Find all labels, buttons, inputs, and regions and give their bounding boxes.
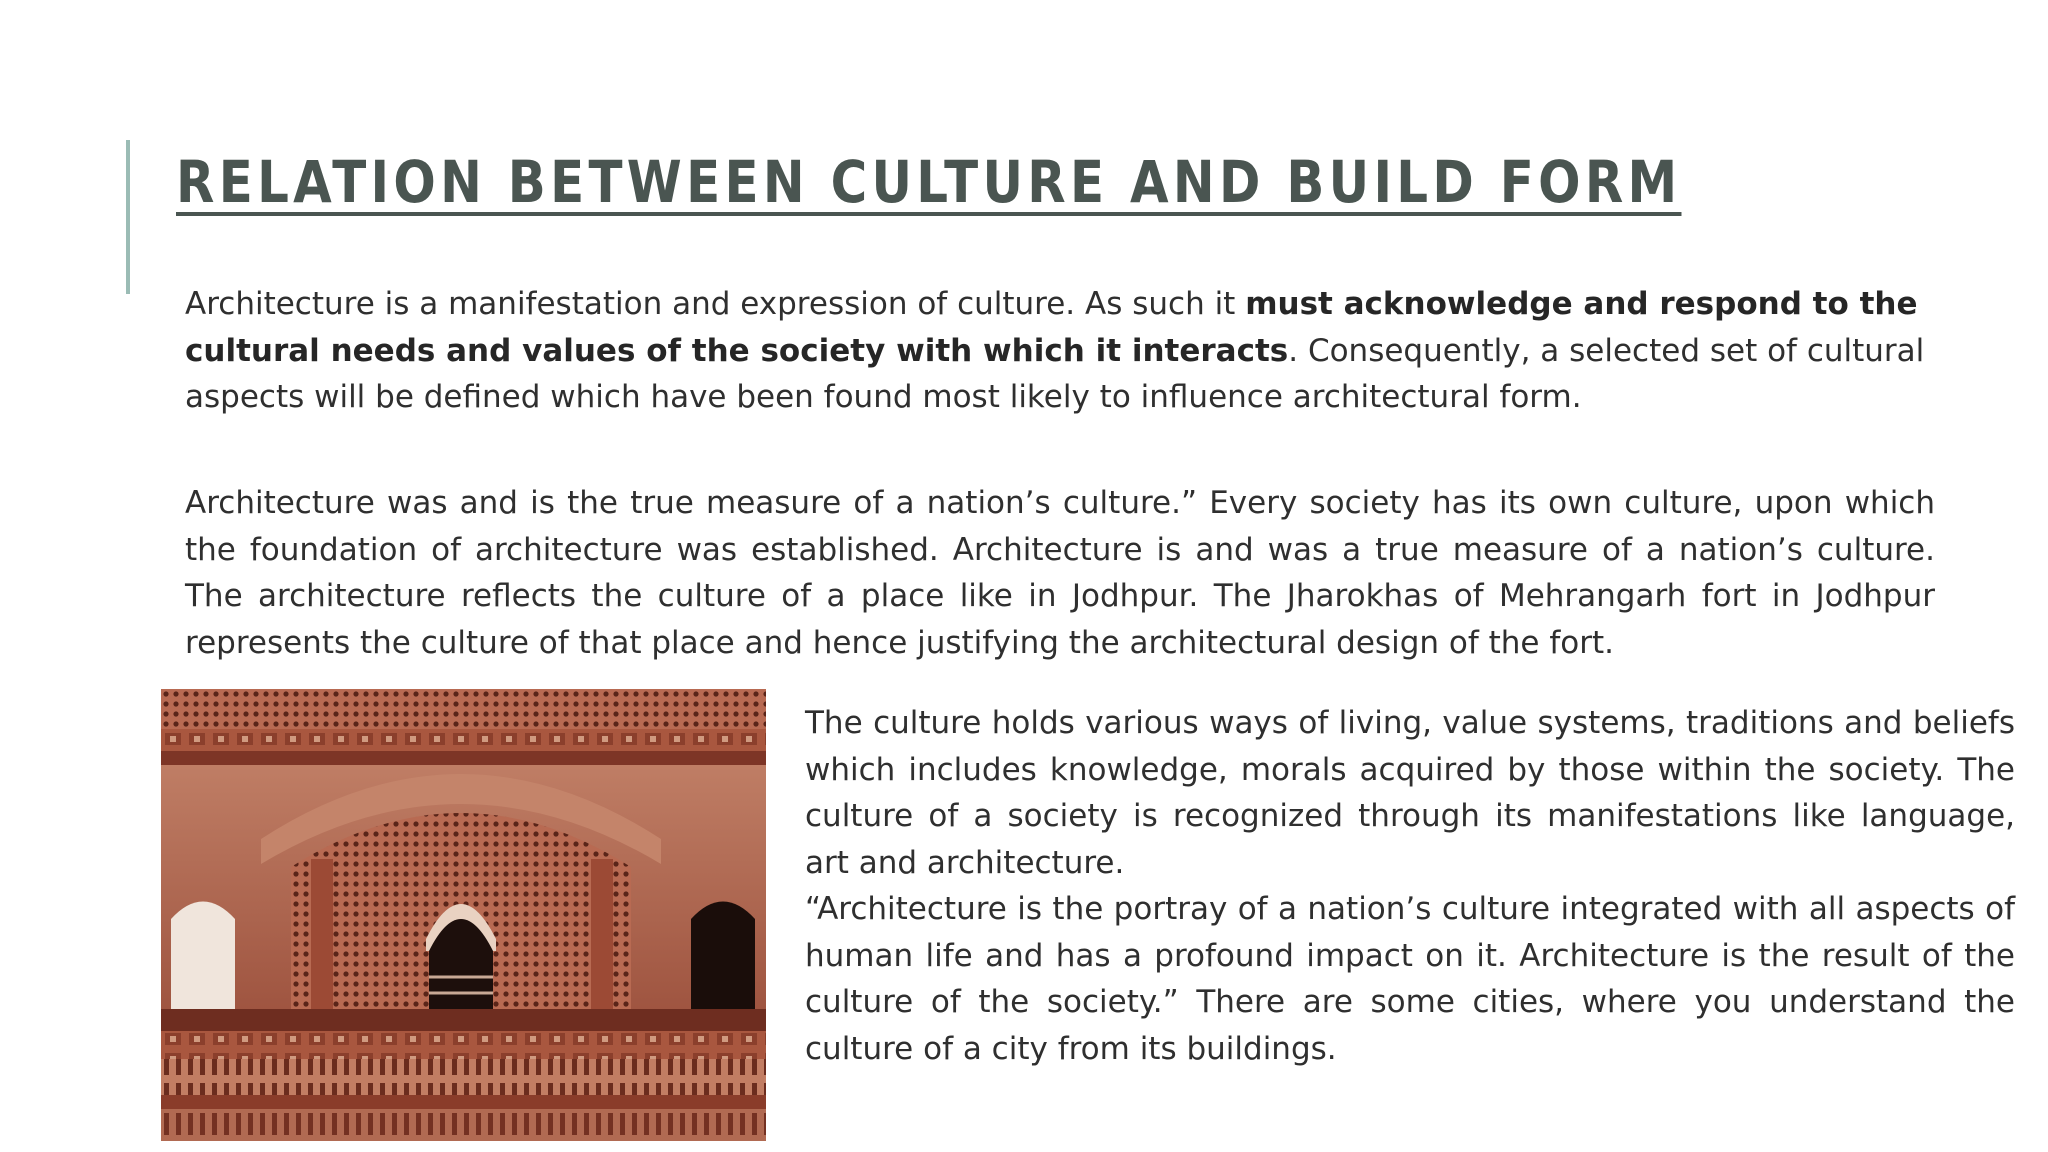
- accent-bar: [126, 140, 130, 294]
- paragraph-jodhpur: Architecture was and is the true measure of a nation’s culture.” Every society has its own culture, upon which the foundation of architecture was established. Architecture is and was a true measure of a nation’s culture. The architecture reflects the culture of a place like in Jodhpur. The Jharokhas of Mehrangarh fort in Jodhpur represents the culture of that place and hence justifying the architectural design of the fort.: [185, 485, 1935, 661]
- slide-title: RELATION BETWEEN CULTURE AND BUILD FORM: [176, 148, 1682, 216]
- intro-emphasis: must acknowledge and respond to the cultural needs and values of the society with which it interacts: [185, 286, 1918, 369]
- jharokha-photo: [161, 689, 766, 1141]
- paragraph-quote-text: “Architecture is the portray of a nation’s culture integrated with all aspects of human life and has a profound impact on it. Architecture is the result of the culture of the society.” There are some cities, where you understand the culture of a city from its buildings.: [805, 891, 2015, 1067]
- intro-lead: Architecture is a manifestation and expression of culture. As such it: [185, 286, 1246, 322]
- paragraph-intro: [185, 281, 1985, 421]
- intro-tail: . Consequently, a selected set of cultural aspects will be defined which have been found most likely to influence architectural form.: [185, 332, 1925, 415]
- paragraph-culture-text: The culture holds various ways of living, value systems, traditions and beliefs which includes knowledge, morals acquired by those within the society. The culture of a society is recognized through its manifestations like language, art and architecture.: [805, 705, 2015, 881]
- paragraph-culture: [805, 700, 2015, 1072]
